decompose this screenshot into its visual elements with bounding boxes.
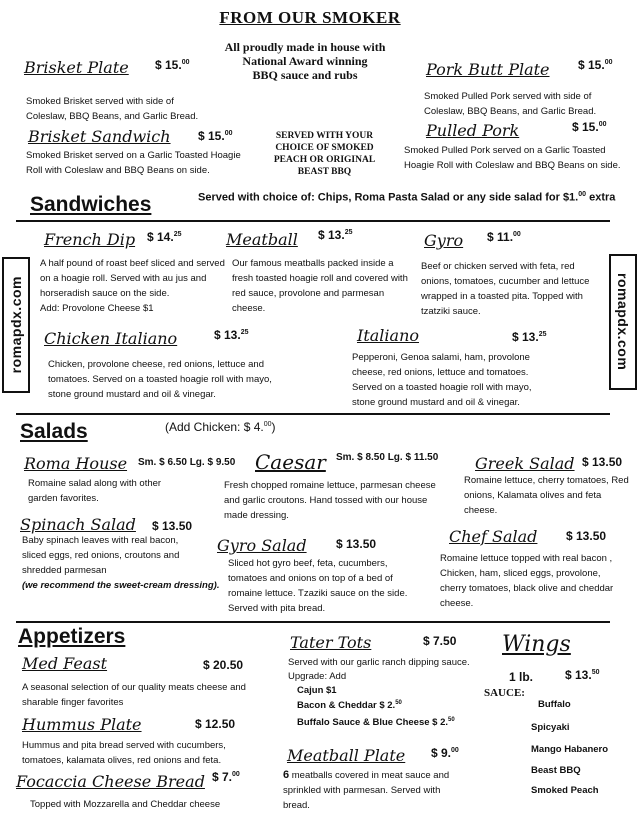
chicken-italiano-price-main: $ 13.: [214, 328, 241, 342]
brisket-sandwich-price-main: $ 15.: [198, 129, 225, 143]
sandwiches-side-note: [198, 191, 615, 204]
wings-price-main: $ 13.: [565, 668, 592, 682]
wings-name: Wings: [502, 632, 571, 657]
pork-butt-plate-name: Pork Butt Plate: [426, 60, 550, 79]
meatball-price-cents: 25: [344, 229, 353, 236]
website-tab-left: [2, 257, 30, 393]
section-divider: [16, 621, 610, 623]
spinach-salad-desc: Baby spinach leaves with real bacon, sliced eggs, red onions, croutons and shredded parmesan: [22, 535, 180, 576]
tater-tots-bacon-cheddar-cents: 50: [395, 700, 402, 706]
brisket-plate-name: Brisket Plate: [24, 58, 129, 77]
served-bbq-note: SERVED WITH YOUR CHOICE OF SMOKED PEACH OR ORIGINAL BEAST BBQ: [273, 131, 376, 177]
meatball-name: Meatball: [226, 230, 298, 249]
caesar-price: Sm. $ 8.50 Lg. $ 11.50: [336, 452, 439, 463]
tater-tots-desc: Served with our garlic ranch dipping sauce.: [288, 657, 470, 668]
focaccia-name: Focaccia Cheese Bread: [16, 772, 205, 791]
salads-heading: Salads: [20, 420, 88, 443]
gyro-salad-price: $ 13.50: [336, 537, 377, 551]
roma-house-desc: Romaine salad along with other garden favorites.: [28, 478, 162, 504]
greek-salad-name: Greek Salad: [475, 454, 575, 473]
sandwiches-note-after: extra: [586, 191, 616, 204]
meatball-desc: Our famous meatballs packed inside a fresh toasted hoagie roll and covered with red sauce, provolone and parmesan cheese.: [232, 258, 408, 314]
tater-tots-upgrade: Upgrade: Add: [288, 671, 347, 682]
hummus-plate-name: Hummus Plate: [22, 715, 142, 734]
wings-sauce-label: SAUCE:: [484, 687, 525, 699]
chef-salad-price: $ 13.50: [566, 529, 607, 543]
salads-note-text: (Add Chicken: $ 4.: [165, 420, 264, 434]
tater-tots-buffalo-blue: [297, 717, 455, 728]
gyro-salad-desc: Sliced hot gyro beef, feta, cucumbers, tomatoes and onions on top of a bed of romaine lettuce. Tzaziki sauce on the side. Served with pita bread.: [228, 558, 408, 614]
spinach-salad-price: $ 13.50: [152, 519, 193, 533]
spinach-salad-name: Spinach Salad: [20, 515, 136, 534]
pulled-pork-desc: Smoked Pulled Pork served on a Garlic Toasted Hoagie Roll with Coleslaw and BBQ Beans on side.: [404, 145, 621, 171]
focaccia-price-main: $ 7.: [212, 770, 233, 784]
chicken-italiano-price-cents: 25: [240, 329, 249, 336]
pork-butt-plate-desc: Smoked Pulled Pork served with side of Coleslaw, BBQ Beans, and Garlic Bread.: [424, 91, 597, 117]
subtitle-line-2: National Award winning: [242, 54, 368, 68]
caesar-desc: Fresh chopped romaine lettuce, parmesan cheese and garlic croutons. Hand tossed with our house made dressing.: [224, 480, 436, 521]
section-divider: [16, 413, 610, 415]
salads-note-cents: 00: [263, 421, 272, 428]
hummus-plate-desc: Hummus and pita bread served with cucumbers, tomatoes, kalamata olives, red onions and feta.: [22, 740, 226, 766]
french-dip-desc: A half pound of roast beef sliced and served on a hoagie roll. Served with au jus and horseradish sauce on the side.: [40, 258, 225, 299]
wings-price: [565, 668, 600, 682]
gyro-desc: Beef or chicken served with feta, red onions, tomatoes, cucumber and lettuce wrapped in a toasted pita. Topped with tzatziki sauce.: [421, 261, 590, 317]
appetizers-heading: Appetizers: [18, 625, 126, 648]
med-feast-desc: A seasonal selection of our quality meats cheese and sharable finger favorites: [22, 682, 246, 708]
pulled-pork-price-cents: 00: [598, 121, 607, 128]
greek-salad-desc: Romaine lettuce, cherry tomatoes, Red onions, Kalamata olives and feta cheese.: [464, 475, 629, 516]
chef-salad-name: Chef Salad: [449, 527, 538, 546]
subtitle-line-3: BBQ sauce and rubs: [252, 68, 358, 82]
brisket-sandwich-price: [198, 129, 233, 143]
focaccia-desc: Topped with Mozzarella and Cheddar cheese: [30, 799, 221, 810]
gyro-salad-name: Gyro Salad: [217, 536, 307, 555]
meatball-plate-price-main: $ 9.: [431, 746, 452, 760]
header-subtitle: [195, 40, 415, 82]
website-tab-left-text: romapdx.com: [8, 276, 24, 374]
pork-butt-plate-price: [578, 58, 613, 72]
focaccia-price: [212, 770, 240, 784]
italiano-price-cents: 25: [538, 331, 547, 338]
roma-house-name: Roma House: [24, 454, 128, 473]
website-tab-right-text: romapdx.com: [615, 273, 631, 371]
chicken-italiano-name: Chicken Italiano: [44, 329, 178, 348]
sandwiches-note-text: Served with choice of: Chips, Roma Pasta Salad or any side salad for $1.: [198, 191, 579, 204]
pulled-pork-name: Pulled Pork: [426, 121, 520, 140]
french-dip-price-cents: 25: [173, 231, 182, 238]
med-feast-name: Med Feast: [22, 654, 108, 673]
chef-salad-desc: Romaine lettuce topped with real bacon , Chicken, ham, sliced eggs, provolone, cherry tomatoes, black olive and cheddar cheese.: [440, 553, 614, 609]
italiano-price: [512, 330, 547, 344]
pork-butt-plate-price-main: $ 15.: [578, 58, 605, 72]
website-tab-right: [609, 254, 637, 390]
meatball-plate-desc-text: meatballs covered in meat sauce and sprinkled with parmesan. Served with bread.: [283, 770, 450, 811]
brisket-plate-price: [155, 58, 190, 72]
subtitle-line-1: All proudly made in house with: [224, 40, 386, 54]
tater-tots-buffalo-blue-cents: 50: [448, 717, 455, 723]
wings-price-cents: 50: [591, 669, 600, 676]
gyro-price: [487, 230, 521, 244]
page-title: FROM OUR SMOKER: [219, 8, 401, 27]
wings-sauce-item: Beast BBQ: [531, 765, 581, 776]
italiano-price-main: $ 13.: [512, 330, 539, 344]
meatball-plate-price: [431, 746, 459, 760]
roma-house-price: Sm. $ 6.50 Lg. $ 9.50: [138, 457, 236, 468]
french-dip-name: French Dip: [44, 230, 136, 249]
italiano-name: Italiano: [357, 326, 419, 345]
brisket-sandwich-price-cents: 00: [224, 130, 233, 137]
salads-note-close: ): [271, 420, 276, 434]
tater-tots-buffalo-blue-main: Buffalo Sauce & Blue Cheese $ 2.: [297, 717, 448, 729]
meatball-plate-count: 6: [283, 769, 290, 781]
brisket-plate-desc: Smoked Brisket served with side of Coleslaw, BBQ Beans, and Garlic Bread.: [26, 96, 199, 122]
brisket-plate-price-cents: 00: [181, 59, 190, 66]
french-dip-price-main: $ 14.: [147, 230, 174, 244]
caesar-name: Caesar: [255, 450, 326, 474]
hummus-plate-price: $ 12.50: [195, 717, 236, 731]
spinach-salad-recommend: (we recommend the sweet-cream dressing).: [22, 580, 220, 591]
tater-tots-bacon-cheddar-main: Bacon & Cheddar $ 2.: [297, 700, 396, 712]
section-divider: [16, 220, 610, 222]
wings-qty: 1 lb.: [509, 670, 534, 684]
gyro-name: Gyro: [424, 231, 464, 250]
med-feast-price: $ 20.50: [203, 658, 244, 672]
focaccia-price-cents: 00: [232, 771, 240, 778]
gyro-price-main: $ 11.: [487, 230, 514, 244]
brisket-sandwich-desc: Smoked Brisket served on a Garlic Toasted Hoagie Roll with Coleslaw and BBQ Beans on side.: [26, 150, 241, 176]
chicken-italiano-price: [214, 328, 249, 342]
sandwiches-heading: Sandwiches: [30, 193, 152, 216]
italiano-desc: Pepperoni, Genoa salami, ham, provolone cheese, red onions, lettuce and tomatoes. Served on a toasted hoagie roll with mayo, stone ground mustard and oil & vinegar.: [352, 352, 532, 408]
tater-tots-price: $ 7.50: [423, 634, 457, 648]
tater-tots-cajun: Cajun $1: [297, 685, 337, 696]
meatball-plate-price-cents: 00: [451, 747, 459, 754]
tater-tots-bacon-cheddar: [297, 700, 402, 711]
chicken-italiano-desc: Chicken, provolone cheese, red onions, lettuce and tomatoes. Served on a toasted hoagie roll with mayo, stone ground mustard and oil & vinegar.: [48, 359, 272, 400]
salads-add-chicken-note: [165, 420, 276, 434]
wings-sauce-item: Smoked Peach: [531, 785, 599, 796]
pulled-pork-price-main: $ 15.: [572, 120, 599, 134]
french-dip-price: [147, 230, 182, 244]
tater-tots-name: Tater Tots: [290, 633, 372, 652]
meatball-plate-desc: [283, 768, 468, 813]
gyro-price-cents: 00: [513, 231, 521, 238]
pulled-pork-price: [572, 120, 607, 134]
pork-butt-plate-price-cents: 00: [604, 59, 613, 66]
wings-sauce-item: Mango Habanero: [531, 744, 609, 755]
wings-sauce-item: Buffalo: [538, 699, 571, 710]
greek-salad-price: $ 13.50: [582, 455, 623, 469]
meatball-price: [318, 228, 353, 242]
wings-sauce-item: Spicyaki: [531, 722, 570, 733]
meatball-price-main: $ 13.: [318, 228, 345, 242]
brisket-sandwich-name: Brisket Sandwich: [28, 127, 171, 146]
sandwiches-note-cents: 00: [578, 191, 587, 198]
meatball-plate-name: Meatball Plate: [287, 746, 406, 765]
brisket-plate-price-main: $ 15.: [155, 58, 182, 72]
french-dip-addon: Add: Provolone Cheese $1: [40, 303, 154, 314]
